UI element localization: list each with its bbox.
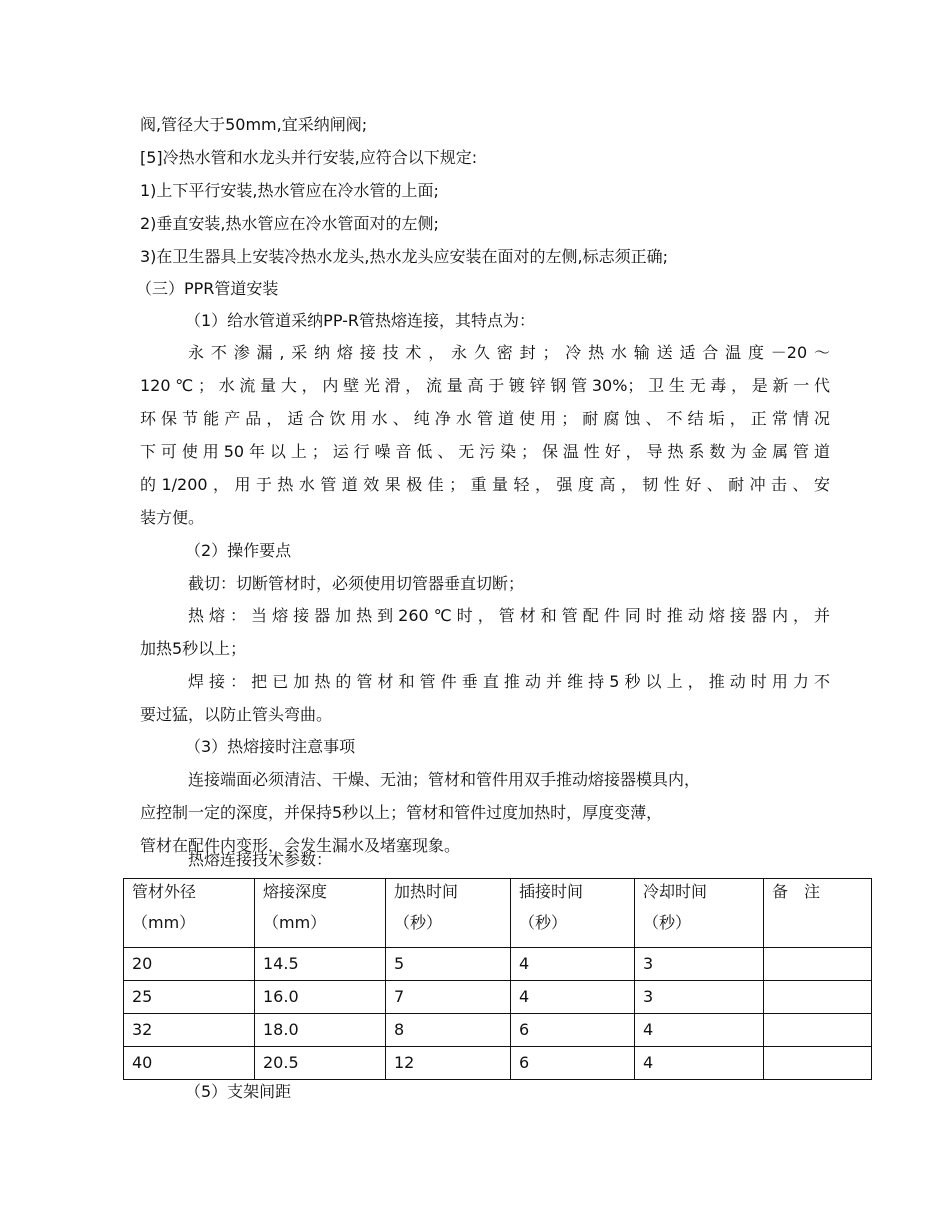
paragraph-notes-line: 连接端面必须清洁、干燥、无油；管材和管件用双手推动熔接器模具内， <box>188 770 701 789</box>
paragraph-rule-5-item-1: 1)上下平行安装,热水管应在冷水管的上面; <box>140 181 439 200</box>
table-cell: 18.0 <box>255 1014 386 1047</box>
table-row <box>124 1014 872 1047</box>
paragraph-rule-5: [5]冷热水管和水龙头并行安装,应符合以下规定: <box>140 148 478 167</box>
paragraph-weld-line: 焊接：把已加热的管材和管件垂直推动并维持5秒以上，推动时用力不 <box>188 672 830 691</box>
table-cell: 4 <box>635 1047 764 1080</box>
table-cell: 4 <box>511 948 635 981</box>
table-row <box>124 1047 872 1080</box>
table-cell: 7 <box>386 981 511 1014</box>
table-row <box>124 948 872 981</box>
subheading-5: （5）支架间距 <box>185 1082 292 1101</box>
table-cell: 12 <box>386 1047 511 1080</box>
table-cell: 25 <box>124 981 255 1014</box>
table-cell: 8 <box>386 1014 511 1047</box>
features-line: 120℃；水流量大，内壁光滑，流量高于镀锌钢管30%；卫生无毒，是新一代 <box>140 376 830 395</box>
header-cell: 冷却时间 （秒） <box>635 879 764 948</box>
table-row <box>124 981 872 1014</box>
paragraph-melt-line: 加热5秒以上； <box>140 639 247 658</box>
features-line: 的1/200，用于热水管道效果极佳；重量轻，强度高，韧性好、耐冲击、安 <box>140 475 830 494</box>
table-caption: 热熔连接技术参数： <box>188 850 333 869</box>
table-cell: 20.5 <box>255 1047 386 1080</box>
table-cell: 16.0 <box>255 981 386 1014</box>
features-line: 装方便。 <box>140 508 205 527</box>
section-title-ppr: （三）PPR管道安装 <box>136 279 279 298</box>
table-cell: 40 <box>124 1047 255 1080</box>
features-line: 环保节能产品，适合饮用水、纯净水管道使用；耐腐蚀、不结垢，正常情况 <box>140 409 830 428</box>
header-cell: 备 注 <box>764 879 872 948</box>
table-cell: 3 <box>635 981 764 1014</box>
table-cell: 14.5 <box>255 948 386 981</box>
header-cell: 熔接深度 （mm） <box>255 879 386 948</box>
table-header-row <box>124 879 872 948</box>
hot-melt-parameters-table <box>123 878 872 1080</box>
table-cell <box>764 948 872 981</box>
paragraph-cut: 截切：切断管材时，必须使用切管器垂直切断； <box>188 574 525 593</box>
subheading-2: （2）操作要点 <box>185 541 292 560</box>
table-cell: 4 <box>635 1014 764 1047</box>
table-cell <box>764 1047 872 1080</box>
table-cell: 20 <box>124 948 255 981</box>
paragraph-notes-line: 管材在配件内变形，会发生漏水及堵塞现象。 <box>140 836 461 855</box>
paragraph-weld-line: 要过猛，以防止管头弯曲。 <box>140 705 333 724</box>
table-cell: 5 <box>386 948 511 981</box>
paragraph-melt-line: 热熔：当熔接器加热到260℃时，管材和管配件同时推动熔接器内，并 <box>188 606 830 625</box>
paragraph-rule-5-item-2: 2)垂直安装,热水管应在冷水管面对的左侧; <box>140 214 439 233</box>
table-cell <box>764 1014 872 1047</box>
header-cell: 加热时间 （秒） <box>386 879 511 948</box>
subheading-1: （1）给水管道采纳PP-R管热熔连接，其特点为： <box>185 311 536 330</box>
paragraph-valve-note: 阀,管径大于50mm,宜采纳闸阀; <box>140 115 368 134</box>
table-cell: 4 <box>511 981 635 1014</box>
table-cell: 3 <box>635 948 764 981</box>
table-cell: 6 <box>511 1014 635 1047</box>
table-cell: 32 <box>124 1014 255 1047</box>
paragraph-notes-line: 应控制一定的深度，并保持5秒以上；管材和管件过度加热时，厚度变薄， <box>140 803 663 822</box>
paragraph-rule-5-item-3: 3)在卫生器具上安装冷热水龙头,热水龙头应安装在面对的左侧,标志须正确; <box>140 247 668 266</box>
table-cell: 6 <box>511 1047 635 1080</box>
subheading-3: （3）热熔接时注意事项 <box>185 737 356 756</box>
table-cell <box>764 981 872 1014</box>
header-cell: 管材外径 （mm） <box>124 879 255 948</box>
features-line: 永不渗漏,采纳熔接技术，永久密封；冷热水输送适合温度－20～ <box>188 343 830 362</box>
header-cell: 插接时间 （秒） <box>511 879 635 948</box>
features-line: 下可使用50年以上；运行噪音低、无污染；保温性好，导热系数为金属管道 <box>140 442 830 461</box>
